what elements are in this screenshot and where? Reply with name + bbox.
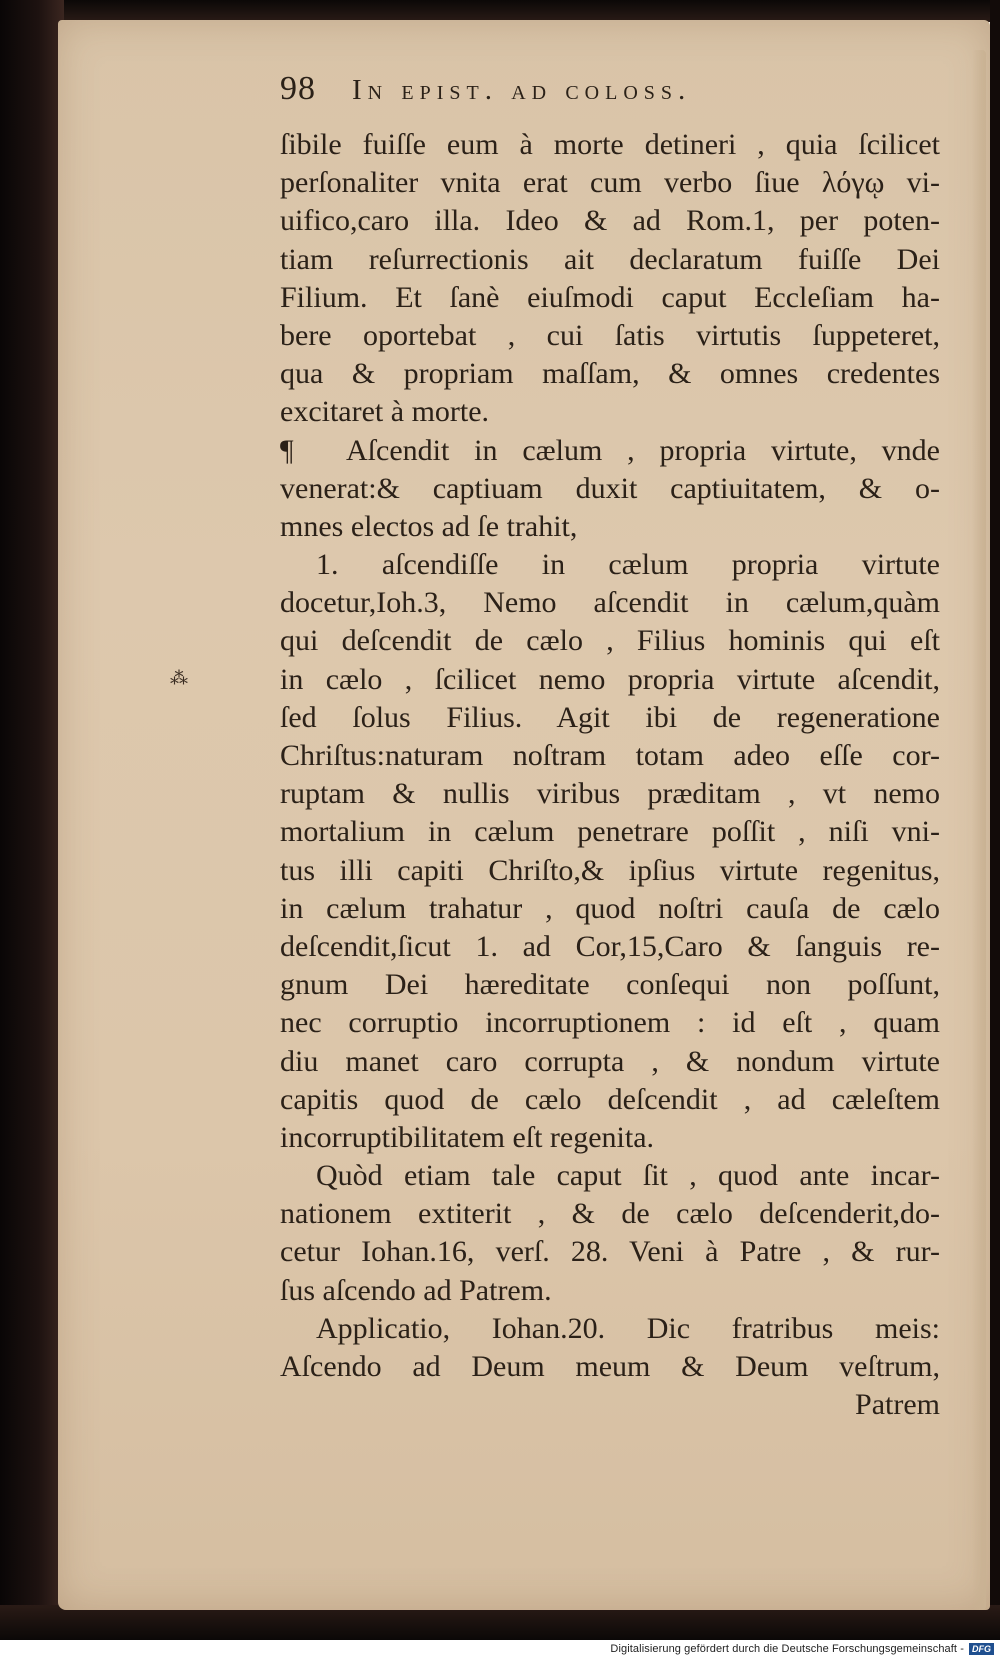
running-head-title: In epist. ad coloss.	[352, 74, 692, 106]
pilcrow-icon: ¶	[280, 433, 294, 467]
text-line: Aſcendo ad Deum meum & Deum veſtrum,	[280, 1350, 940, 1383]
text-line: deſcendit,ſicut 1. ad Cor,15,Caro & ſanguis re-	[280, 929, 940, 963]
text-line: diu manet caro corrupta , & nondum virtute	[280, 1044, 940, 1078]
dfg-logo: DFG	[969, 1643, 994, 1655]
text-line: nec corruptio incorruptionem : id eſt , quam	[280, 1006, 940, 1040]
page-edge	[972, 50, 986, 1610]
catchword: Patrem	[855, 1388, 940, 1422]
text-line: cetur Iohan.16, verſ. 28. Veni à Patre , & rur-	[280, 1235, 940, 1269]
text-line: Chriſtus:naturam noſtram totam adeo eſſe cor-	[280, 739, 940, 772]
footer-bar	[0, 1640, 1000, 1661]
footer-credit: Digitalisierung gefördert durch die Deutsche Forschungsgemeinschaft -	[610, 1643, 964, 1655]
text-line: mortalium in cælum penetrare poſſit , niſi vni-	[280, 815, 940, 849]
text-line: bere oportebat , cui ſatis virtutis ſuppeteret,	[280, 318, 940, 352]
scan-top-shadow	[0, 0, 1000, 22]
text-line: capitis quod de cælo deſcendit , ad cæleſtem	[280, 1082, 940, 1116]
scan-bottom-shadow	[0, 1605, 1000, 1640]
margin-mark: ⁂	[170, 668, 188, 689]
running-head	[280, 70, 940, 126]
text-line: Filium. Et ſanè eiuſmodi caput Eccleſiam ha-	[280, 280, 940, 314]
text-line: incorruptibilitatem eſt regenita.	[280, 1120, 655, 1154]
text-line: in cælo , ſcilicet nemo propria virtute aſcendit,	[280, 662, 940, 696]
page-number: 98	[280, 70, 316, 107]
text-line: nationem extiterit , & de cælo deſcenderit,do-	[280, 1197, 940, 1231]
scan-left-shadow	[0, 0, 64, 1640]
text-line: Quòd etiam tale caput ſit , quod ante incar-	[316, 1159, 940, 1193]
text-line: ſibile fuiſſe eum à morte detineri , quia ſcilicet	[280, 128, 940, 161]
text-line-content: Aſcendit in cælum , propria virtute, vnde	[346, 433, 940, 467]
text-line: docetur,Ioh.3, Nemo aſcendit in cælum,quàm	[280, 586, 940, 620]
text-line: perſonaliter vnita erat cum verbo ſiue λόγῳ vi-	[280, 166, 940, 200]
scan-right-shadow	[990, 0, 1000, 1640]
text-line: qui deſcendit de cælo , Filius hominis qui eſt	[280, 624, 940, 658]
text-line: excitaret à morte.	[280, 395, 490, 429]
text-line: uifico,caro illa. Ideo & ad Rom.1, per poten-	[280, 204, 940, 238]
text-line: ſed ſolus Filius. Agit ibi de regeneratione	[280, 700, 940, 734]
text-line: qua & propriam maſſam, & omnes credentes	[280, 357, 940, 391]
text-line: ruptam & nullis viribus præditam , vt nemo	[280, 777, 940, 811]
text-line: tus illi capiti Chriſto,& ipſius virtute regenitus,	[280, 853, 940, 887]
text-line	[280, 432, 940, 470]
text-line: tiam reſurrectionis ait declaratum fuiſſe Dei	[280, 242, 940, 276]
text-line: mnes electos ad ſe trahit,	[280, 509, 578, 543]
text-line: Applicatio, Iohan.20. Dic fratribus meis:	[316, 1311, 940, 1345]
text-line: in cælum trahatur , quod noſtri cauſa de cælo	[280, 891, 940, 925]
text-block	[280, 70, 940, 1424]
text-line: ſus aſcendo ad Patrem.	[280, 1273, 552, 1307]
text-line: 1. aſcendiſſe in cælum propria virtute	[316, 548, 940, 582]
text-line: gnum Dei hæreditate conſequi non poſſunt,	[280, 968, 940, 1002]
text-line: venerat:& captiuam duxit captiuitatem, & o-	[280, 471, 940, 505]
